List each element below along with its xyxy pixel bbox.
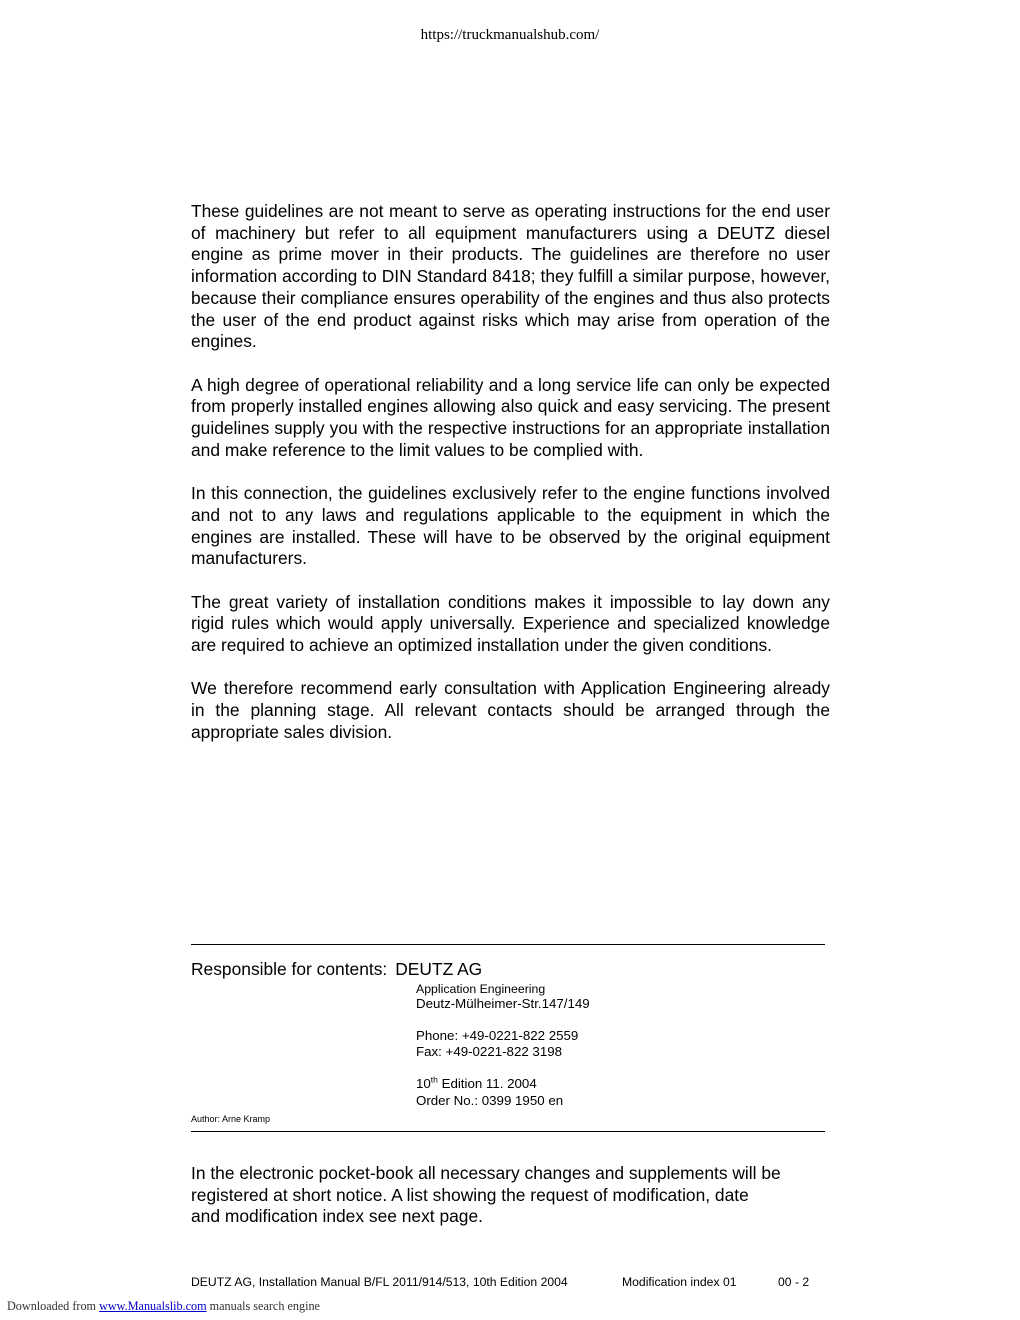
download-suffix: manuals search engine bbox=[206, 1299, 320, 1313]
edition-number: 10 bbox=[416, 1076, 431, 1091]
edition-text: Edition 11. 2004 bbox=[437, 1076, 537, 1091]
fax-number: Fax: +49-0221-822 3198 bbox=[416, 1044, 563, 1059]
paragraph-5: We therefore recommend early consultation with Application Engineering already in the planning stage. All relevant contacts should be arranged through the appropriate sales division. bbox=[191, 678, 830, 742]
phone-number: Phone: +49-0221-822 2559 bbox=[416, 1028, 579, 1043]
responsible-company: DEUTZ AG bbox=[395, 959, 483, 979]
order-number: Order No.: 0399 1950 en bbox=[416, 1093, 564, 1108]
edition-suffix: th bbox=[430, 1074, 438, 1085]
footer-title: DEUTZ AG, Installation Manual B/FL 2011/914/513, 10th Edition 2004 bbox=[191, 1275, 568, 1289]
modification-index: Modification index 01 bbox=[622, 1275, 737, 1289]
page-number: 00 - 2 bbox=[778, 1275, 810, 1289]
paragraph-1: These guidelines are not meant to serve as operating instructions for the end user of machinery but refer to all equipment manufacturers using a DEUTZ diesel engine as prime mover in their products. The guidelines are therefore no user information according to DIN Standard 8418; they fulfill a similar purpose, however, because their compliance ensures operability of the engines and thus also protects the user of the end product against risks which may arise from operation of the engines. bbox=[191, 201, 830, 352]
notice-text bbox=[191, 1163, 831, 1228]
paragraph-2: A high degree of operational reliability and a long service life can only be expected from properly installed engines allowing also quick and easy servicing. The present guidelines supply you with the respective instructions for an appropriate installation and make reference to the limit values to be complied with. bbox=[191, 374, 830, 460]
manualslib-link[interactable]: www.Manualslib.com bbox=[99, 1299, 207, 1313]
body-text bbox=[191, 201, 830, 765]
notice-line-1: In the electronic pocket-book all necessary changes and supplements will be bbox=[191, 1163, 781, 1183]
header-url: https://truckmanualshub.com/ bbox=[420, 27, 600, 43]
download-notice bbox=[7, 1299, 320, 1314]
paragraph-3: In this connection, the guidelines exclusively refer to the engine functions involved and not to any laws and regulations applicable to the equipment in which the engines are installed. These will have to be observed by the original equipment manufacturers. bbox=[191, 483, 830, 569]
street-address: Deutz-Mülheimer-Str.147/149 bbox=[416, 996, 590, 1011]
notice-line-3: and modification index see next page. bbox=[191, 1206, 483, 1226]
responsible-label: Responsible for contents: bbox=[191, 959, 388, 979]
edition bbox=[416, 1076, 537, 1092]
bottom-divider bbox=[191, 1131, 825, 1132]
responsible-line bbox=[191, 959, 482, 980]
page-footer bbox=[191, 1275, 821, 1289]
top-divider bbox=[191, 944, 825, 945]
paragraph-4: The great variety of installation conditions makes it impossible to lay down any rigid rules which would apply universally. Experience and specialized knowledge are required to achieve an optimized installation under the given conditions. bbox=[191, 591, 830, 656]
notice-line-2: registered at short notice. A list showing the request of modification, date bbox=[191, 1184, 749, 1205]
download-prefix: Downloaded from bbox=[7, 1299, 100, 1313]
department: Application Engineering bbox=[416, 982, 546, 996]
author: Author: Arne Kramp bbox=[191, 1114, 271, 1124]
